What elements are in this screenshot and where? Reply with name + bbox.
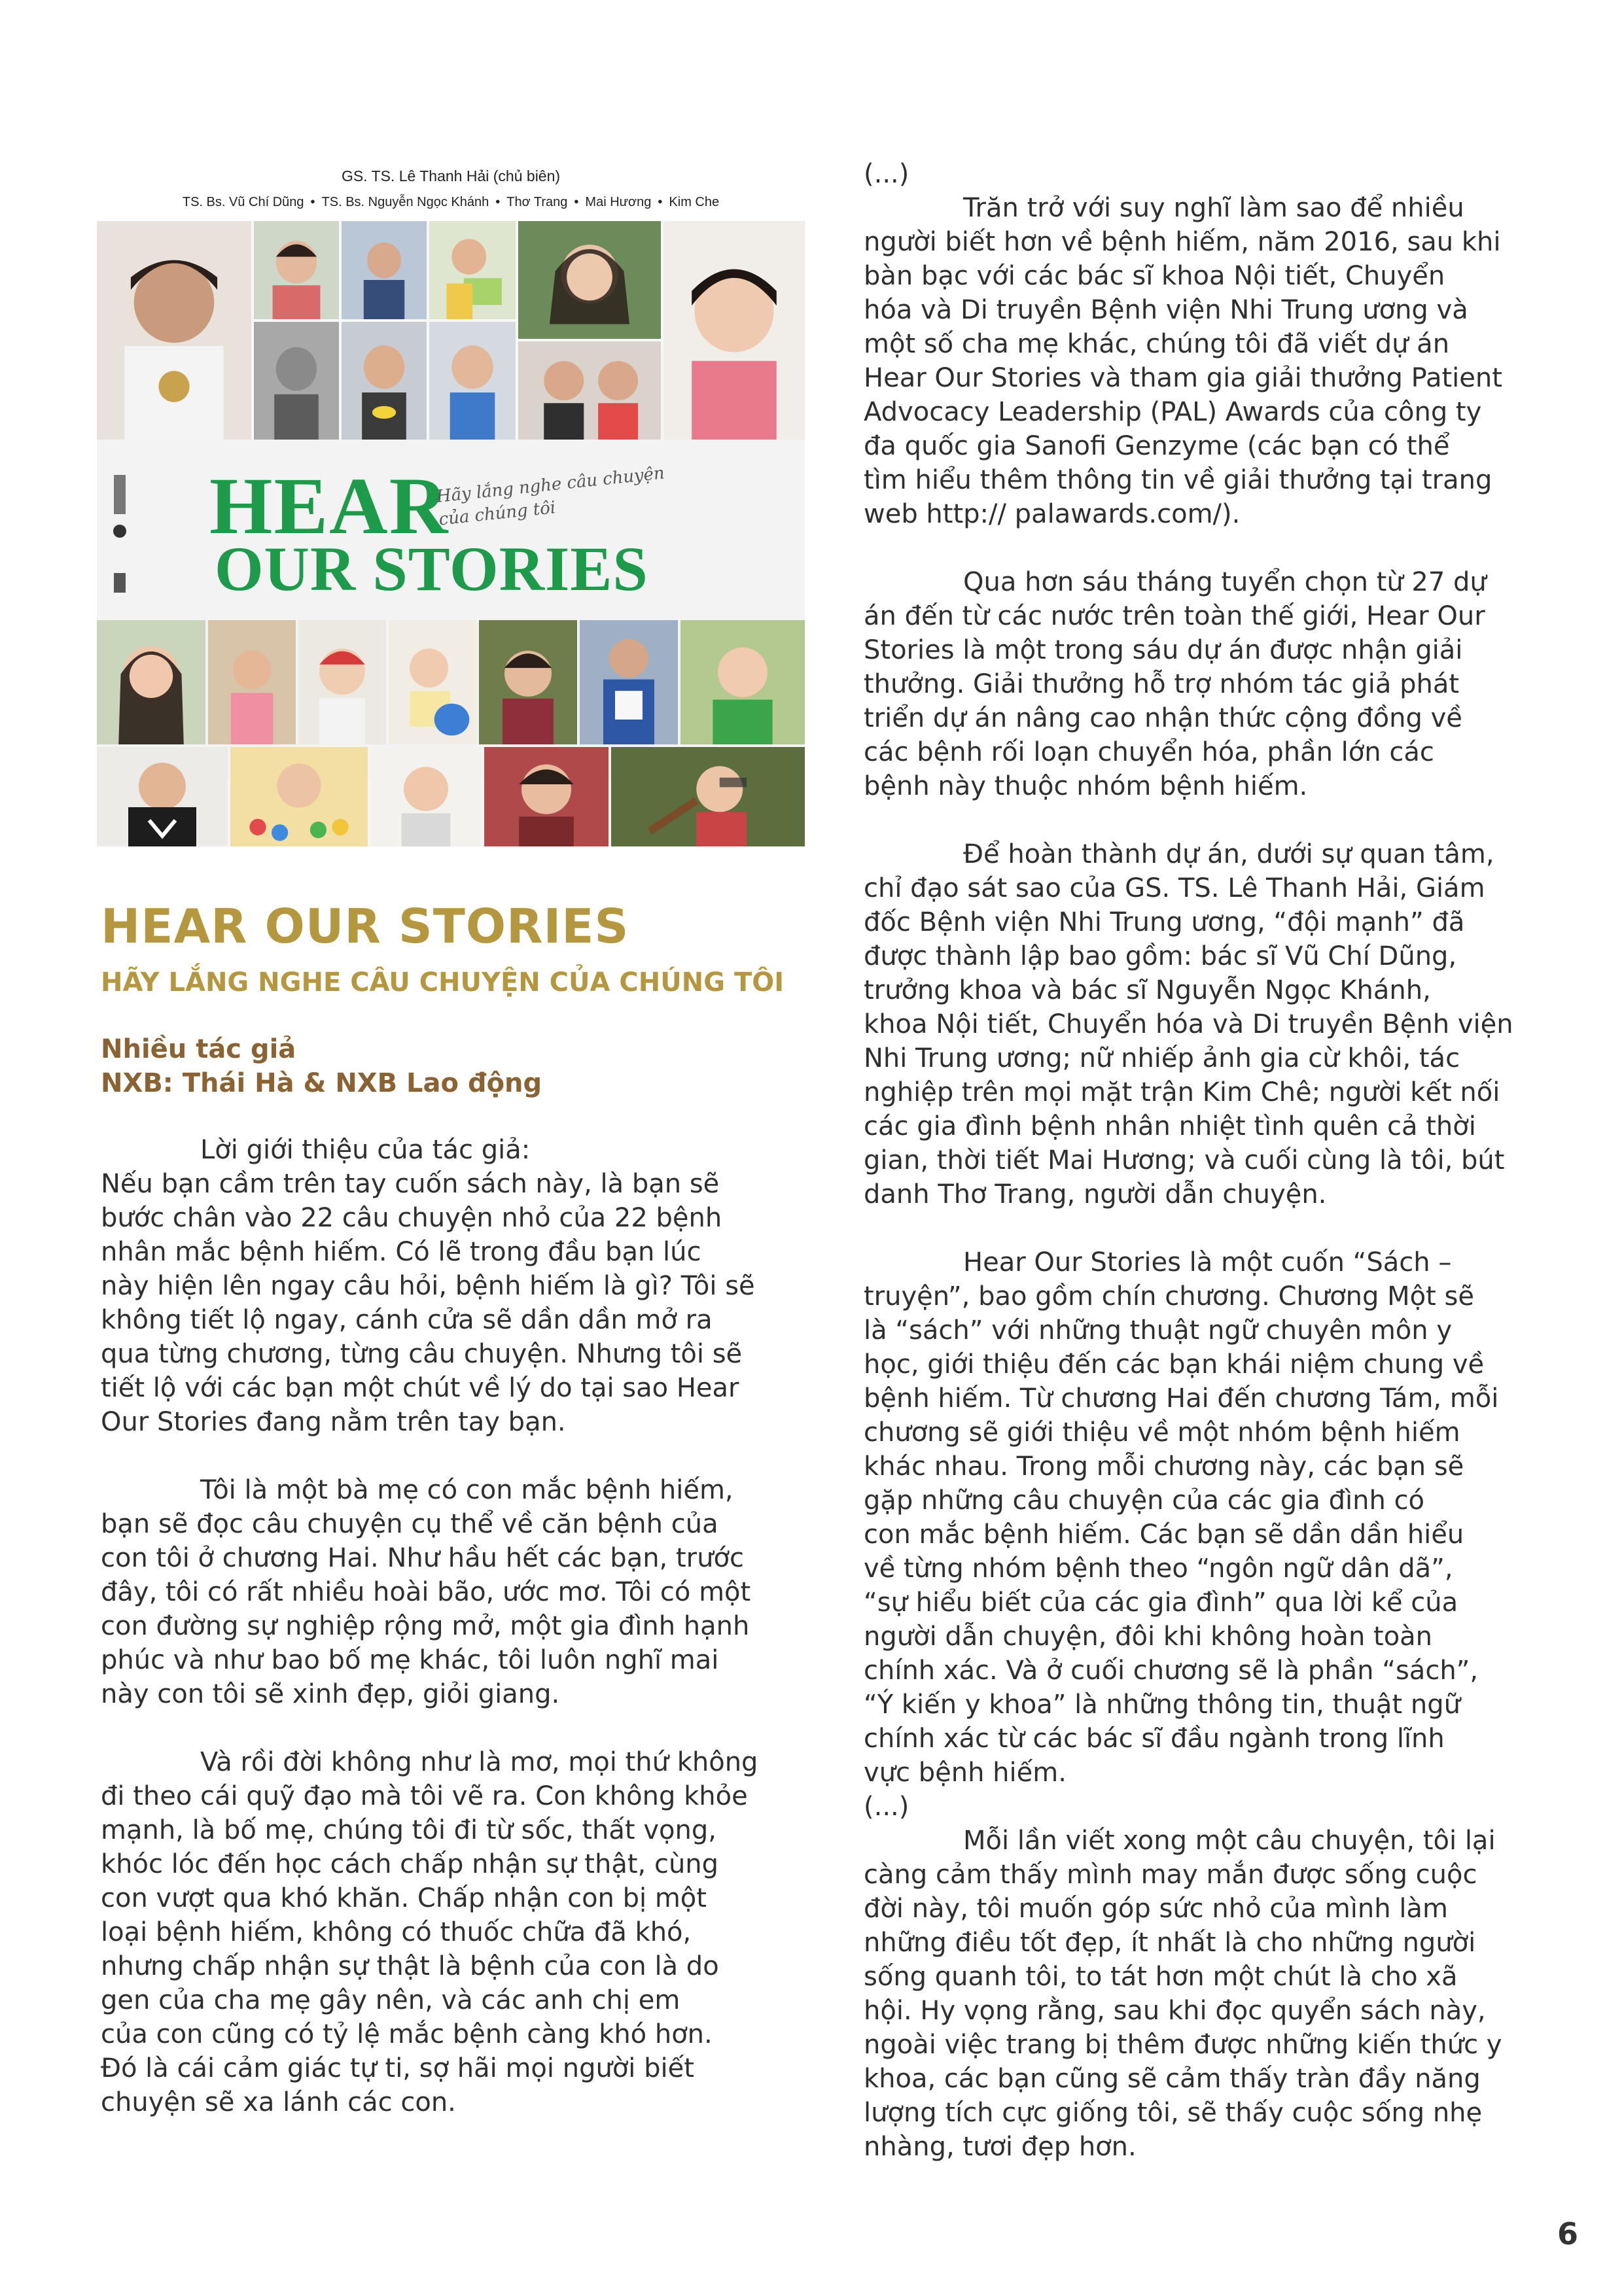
text-line: chương sẽ giới thiệu về một nhóm bệnh hiếm (864, 1418, 1460, 1448)
text-line: Hear Our Stories là một cuốn “Sách – (963, 1247, 1452, 1278)
child-photo (389, 620, 476, 744)
text-line: được thành lập bao gồm: bác sĩ Vũ Chí Dũng, (864, 941, 1457, 971)
child-photo (484, 747, 609, 846)
text-line: web http:// palawards.com/). (864, 499, 1241, 529)
text-line: triển dự án nâng cao nhận thức cộng đồng về (864, 703, 1462, 733)
article-meta (101, 1032, 542, 1100)
text-line: tiết lộ với các bạn một chút về lý do tại sao Hear (101, 1373, 739, 1403)
text-line: hội. Hy vọng rằng, sau khi đọc quyển sách này, (864, 1996, 1486, 2026)
text-line: mạnh, là bố mẹ, chúng tôi đi từ sốc, thất vọng, (101, 1815, 716, 1845)
text-line: nhân mắc bệnh hiếm. Có lẽ trong đầu bạn lúc (101, 1237, 701, 1267)
text-line: Để hoàn thành dự án, dưới sự quan tâm, (963, 839, 1494, 869)
child-photo (97, 620, 205, 744)
text-line: các bệnh rối loạn chuyển hóa, phần lớn các (864, 737, 1434, 767)
child-photo (230, 747, 368, 846)
text-line: người biết hơn về bệnh hiếm, năm 2016, sau khi (864, 227, 1501, 257)
child-photo (479, 620, 577, 744)
text-line: Nếu bạn cầm trên tay cuốn sách này, là bạn sẽ (101, 1169, 720, 1199)
text-line: khoa, các bạn cũng sẽ cảm thấy tràn đầy năng (864, 2064, 1481, 2094)
text-line: “sự hiểu biết của các gia đình” qua lời kể của (864, 1588, 1458, 1618)
cover-authors: TS. Bs. Vũ Chí Dũng • TS. Bs. Nguyễn Ngọc Khánh • Thơ Trang • Mai Hương • Kim Che (182, 195, 720, 209)
text-line: truyện”, bao gồm chín chương. Chương Một sẽ (864, 1281, 1474, 1312)
text-line: con tôi ở chương Hai. Như hầu hết các bạn, trước (101, 1543, 744, 1573)
text-line: “Ý kiến y khoa” là những thông tin, thuật ngữ (864, 1690, 1460, 1720)
cover-author: Kim Che (669, 195, 720, 209)
text-line: án đến từ các nước trên toàn thế giới, Hear Our (864, 601, 1485, 631)
child-photo (680, 620, 805, 744)
child-photo (97, 221, 251, 440)
child-photo (580, 620, 678, 744)
text-line: hóa và Di truyền Bệnh viện Nhi Trung ương và (864, 295, 1468, 325)
text-line: gen của cha mẹ gây nên, và các anh chị em (101, 1985, 680, 2015)
text-line: của con cũng có tỷ lệ mắc bệnh càng khó hơn. (101, 2019, 713, 2049)
text-line: đi theo cái quỹ đạo mà tôi vẽ ra. Con không khỏe (101, 1781, 748, 1811)
child-photo (611, 747, 805, 846)
text-line: gặp những câu chuyện của các gia đình có (864, 1486, 1425, 1516)
text-line: Qua hơn sáu tháng tuyển chọn từ 27 dự (963, 567, 1487, 597)
text-line: là “sách” với những thuật ngữ chuyên môn y (864, 1315, 1453, 1346)
text-line: này con tôi sẽ xinh đẹp, giỏi giang. (101, 1679, 560, 1709)
text-line: đa quốc gia Sanofi Genzyme (các bạn có thể (864, 431, 1450, 461)
child-photo (254, 322, 339, 440)
text-line: bệnh này thuộc nhóm bệnh hiếm. (864, 771, 1308, 801)
child-photo (663, 221, 805, 440)
text-line: Lời giới thiệu của tác giả: (200, 1135, 531, 1165)
article-subtitle: HÃY LẮNG NGHE CÂU CHUYỆN CỦA CHÚNG TÔI (101, 967, 785, 998)
text-line: con vượt qua khó khăn. Chấp nhận con bị một (101, 1883, 707, 1913)
child-photo (254, 221, 339, 319)
cover-header (97, 158, 805, 221)
child-photo (518, 341, 661, 440)
child-photo (429, 322, 516, 440)
cover-tagline: Hãy lắng nghe câu chuyện của chúng tôi (435, 463, 666, 530)
text-line: qua từng chương, từng câu chuyện. Nhưng tôi sẽ (101, 1339, 743, 1369)
text-line: lượng tích cực giống tôi, sẽ thấy cuộc sống nhẹ (864, 2098, 1483, 2128)
text-line: này hiện lên ngay câu hỏi, bệnh hiếm là gì? Tôi sẽ (101, 1271, 755, 1301)
text-line: không tiết lộ ngay, cánh cửa sẽ dần dần mở ra (101, 1305, 713, 1335)
book-cover (97, 158, 805, 846)
text-line: Trăn trở với suy nghĩ làm sao để nhiều (963, 193, 1464, 223)
text-line: bệnh hiếm. Từ chương Hai đến chương Tám, mỗi (864, 1383, 1499, 1414)
author-line: Nhiều tác giả (101, 1034, 296, 1064)
page-number: 6 (1557, 2216, 1579, 2252)
cover-author: Mai Hương (585, 195, 652, 209)
text-line: tìm hiểu thêm thông tin về giải thưởng tại trang (864, 465, 1492, 495)
publisher-line: NXB: Thái Hà & NXB Lao động (101, 1068, 542, 1098)
child-photo (298, 620, 386, 744)
publisher-logo (111, 475, 128, 599)
text-line: Tôi là một bà mẹ có con mắc bệnh hiếm, (200, 1475, 733, 1505)
child-photo (429, 221, 516, 319)
cover-title-hear: HEAR (209, 461, 450, 551)
text-line: chuyện sẽ xa lánh các con. (101, 2087, 456, 2117)
text-line: nghiệp trên mọi mặt trận Kim Chê; người kết nối (864, 1077, 1500, 1107)
text-line: sống quanh tôi, to tát hơn một chút là cho xã (864, 1962, 1458, 1992)
text-line: càng cảm thấy mình may mắn được sống cuộc (864, 1860, 1477, 1890)
text-line: chính xác. Và ở cuối chương sẽ là phần “sách”, (864, 1656, 1479, 1686)
child-photo (342, 221, 427, 319)
text-line: loại bệnh hiếm, không có thuốc chữa đã khó, (101, 1917, 692, 1947)
text-line: học, giới thiệu đến các bạn khái niệm chung về (864, 1349, 1485, 1380)
text-line: Mỗi lần viết xong một câu chuyện, tôi lại (963, 1826, 1496, 1856)
article-headline: HEAR OUR STORIES (101, 899, 629, 954)
text-line: một số cha mẹ khác, chúng tôi đã viết dự án (864, 329, 1450, 359)
text-line: khác nhau. Trong mỗi chương này, các bạn sẽ (864, 1452, 1464, 1482)
text-line: nhưng chấp nhận sự thật là bệnh của con là do (101, 1951, 719, 1981)
text-line: Stories là một trong sáu dự án được nhận giải (864, 635, 1463, 665)
child-photo (208, 620, 296, 744)
text-line: những điều tốt đẹp, ít nhất là cho những người (864, 1928, 1476, 1958)
text-line: (...) (864, 1792, 909, 1822)
text-line: phúc và như bao bố mẹ khác, tôi luôn nghĩ mai (101, 1645, 719, 1675)
text-line: Hear Our Stories và tham gia giải thưởng Patient (864, 363, 1502, 393)
child-photo (97, 747, 228, 846)
text-line: đốc Bệnh viện Nhi Trung ương, “đội mạnh” đã (864, 907, 1465, 937)
text-line: bạn sẽ đọc câu chuyện cụ thể về căn bệnh của (101, 1509, 718, 1539)
text-line: khóc lóc đến học cách chấp nhận sự thật, cùng (101, 1849, 719, 1879)
text-line: chỉ đạo sát sao của GS. TS. Lê Thanh Hải, Giám (864, 873, 1485, 903)
text-line: con đường sự nghiệp rộng mở, một gia đình hạnh (101, 1611, 750, 1641)
cover-author: Thơ Trang (506, 195, 568, 209)
child-photo (518, 221, 661, 339)
text-line: bước chân vào 22 câu chuyện nhỏ của 22 bệnh (101, 1203, 722, 1233)
text-line: Và rồi đời không như là mơ, mọi thứ không (200, 1747, 758, 1777)
cover-author: TS. Bs. Vũ Chí Dũng (182, 195, 304, 209)
cover-title-our-stories: OUR STORIES (215, 534, 648, 604)
text-line: gian, thời tiết Mai Hương; và cuối cùng là tôi, bút (864, 1145, 1505, 1175)
text-line: nhàng, tươi đẹp hơn. (864, 2132, 1137, 2162)
text-line: ngoài việc trang bị thêm được những kiến thức y (864, 2030, 1502, 2060)
text-line: Nhi Trung ương; nữ nhiếp ảnh gia cừ khôi, tác (864, 1043, 1460, 1073)
child-photo (370, 747, 482, 846)
text-line: các gia đình bệnh nhân nhiệt tình quên cả thời (864, 1111, 1476, 1141)
text-line: bàn bạc với các bác sĩ khoa Nội tiết, Chuyển (864, 261, 1445, 291)
text-line: người dẫn chuyện, đôi khi không hoàn toàn (864, 1622, 1433, 1652)
text-line: đây, tôi có rất nhiều hoài bão, ước mơ. Tôi có một (101, 1577, 751, 1607)
text-line: Advocacy Leadership (PAL) Awards của công ty (864, 397, 1482, 427)
text-line: vực bệnh hiếm. (864, 1758, 1067, 1788)
cover-editor: GS. TS. Lê Thanh Hải (chủ biên) (341, 167, 561, 184)
text-line: Our Stories đang nằm trên tay bạn. (101, 1407, 566, 1437)
text-line: thưởng. Giải thưởng hỗ trợ nhóm tác giả phát (864, 669, 1460, 699)
text-line: (...) (864, 159, 909, 189)
text-line: danh Thơ Trang, người dẫn chuyện. (864, 1179, 1327, 1209)
text-line: con mắc bệnh hiếm. Các bạn sẽ dần dần hiểu (864, 1520, 1464, 1550)
text-line: trưởng khoa và bác sĩ Nguyễn Ngọc Khánh, (864, 975, 1431, 1005)
text-line: chính xác từ các bác sĩ đầu ngành trong lĩnh (864, 1724, 1445, 1754)
text-line: khoa Nội tiết, Chuyển hóa và Di truyền Bệnh viện (864, 1009, 1513, 1039)
right-column (864, 157, 1551, 2164)
text-line: về từng nhóm bệnh theo “ngôn ngữ dân dã”, (864, 1554, 1453, 1584)
text-line: đời này, tôi muốn góp sức nhỏ của mình làm (864, 1894, 1448, 1924)
child-photo (342, 322, 427, 440)
text-line: Đó là cái cảm giác tự ti, sợ hãi mọi người biết (101, 2053, 694, 2083)
cover-author: TS. Bs. Nguyễn Ngọc Khánh (321, 195, 489, 209)
left-column (101, 1133, 814, 2119)
